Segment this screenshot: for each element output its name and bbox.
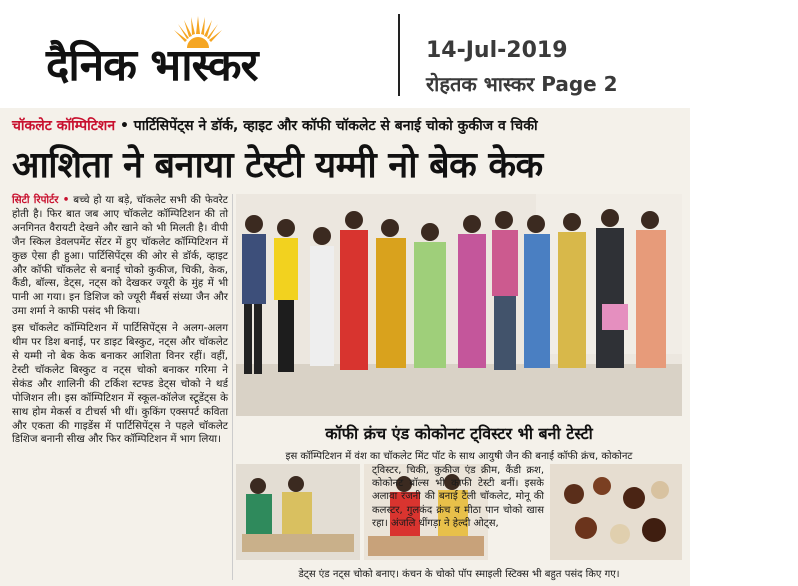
participant-photo: [236, 464, 360, 560]
photo-caption-heading: कॉफी क्रंच एंड कोकोनट ट्विस्टर भी बनी टेस्टी: [325, 424, 593, 443]
chocolates-photo: [550, 464, 682, 560]
kicker-separator: •: [119, 118, 129, 134]
kicker-tag: चॉकलेट कॉम्पिटिशन: [12, 118, 116, 134]
article-paragraph: [12, 194, 228, 319]
participant-photo-illustration: [236, 464, 360, 560]
photo-caption-line: इस कॉम्पिटिशन में वंश का चॉकलेट मिंट पॉट के साथ आयुषी जैन की बनाई कॉफी क्रंच, कोकोनट: [285, 451, 633, 462]
edition-page: रोहतक भास्कर Page 2: [426, 72, 618, 96]
paragraph-text: इस चॉकलेट कॉम्पिटिशन में पार्टिसिपेंट्स ने अलग-अलग थीम पर डिश बनाई, पर डाइट बिस्कुट, नट्स और चॉकलेट से यम्मी नो बेक केक बनाकर आशिता विनर रहीं। वहीं, टेस्टी चॉकलेट बिस्कुट व नट्स चोको बनाकर गरिमा ने सेकंड और शालिनी की टर्किश स्टफ्ड डेट्स चोको ने थर्ड पोजिशन ली। इस कॉम्पिटिशन में स्कूल-कॉलेज स्टूडेंट्स के साथ होम मेकर्स व टीचर्स भी थीं। कुकिंग एक्सपर्ट कविता और एकता की गाइडेंस में पार्टिसिपेंट्स ने पहले चॉकलेट डिशिज बनानी सीख और फिर कॉम्पिटिशन में भाग लिया।: [12, 322, 228, 446]
newspaper-logo: दैनिक भास्कर: [46, 40, 258, 91]
article-footer-line: डेट्स एंड नट्स चोको बनाए। कंचन के चोको पॉप स्माइली स्टिक्स भी बहुत पसंद किए गए।: [298, 569, 620, 580]
group-photo-illustration: [236, 194, 682, 416]
paragraph-text: बच्चे हो या बड़े, चॉकलेट सभी की फेवरेट होती है। फिर बात जब आए चॉकलेट कॉम्पिटिशन की तो अनगिनत वैरायटी देखने और खाने को भी मिलती है। वीपी जैन स्किल डेवलपमेंट सेंटर में हुए चॉकलेट कॉम्पिटिशन में कुछ ऐसा ही हुआ। पार्टिसिपेंट्स की ओर से डॉर्क, व्हाइट और कॉफी चॉकलेट से बनाई चोको कुकीज, चिकी, केक, कैंडी, बॉल्स, डेट्स, नट्स को देखकर ज्यूरी के मुंह में भी पानी आ गया। इन डिशिज को ज्यूरी मैंबर्स संध्या जैन और उमा शर्मा ने काफी पसंद भी किया।: [12, 194, 228, 318]
article-kicker: [12, 116, 690, 138]
article-paragraph: [12, 322, 228, 447]
masthead: [0, 0, 798, 108]
masthead-divider: [398, 14, 400, 96]
byline: सिटी रिपोर्टर •: [12, 194, 70, 206]
chocolates-photo-illustration: [550, 464, 682, 560]
column-divider: [232, 194, 233, 580]
article-continuation: ट्विस्टर, चिकी, कुकीज एंड क्रीम, कैंडी क्रश, कोकोनट बॉल्स भी काफी टेस्टी बनीं। इसके अलावा रजनी की बनाई टैली चॉकलेट, मोनू की कलस्टर, गुलकंद क्रंच व मीठा पान चोको खास रहा। अंजलि धींगड़ा ने हेल्दी ओट्स,: [372, 465, 544, 529]
article-body: [12, 194, 228, 450]
edition-date: 14-Jul-2019: [426, 38, 568, 63]
article-headline: आशिता ने बनाया टेस्टी यम्मी नो बेक केक: [12, 145, 543, 186]
group-photo: [236, 194, 682, 416]
kicker-text: पार्टिसिपेंट्स ने डॉर्क, व्हाइट और कॉफी चॉकलेट से बनाई चोको कुकीज व चिकी: [133, 118, 538, 134]
page-margin: [690, 108, 798, 586]
